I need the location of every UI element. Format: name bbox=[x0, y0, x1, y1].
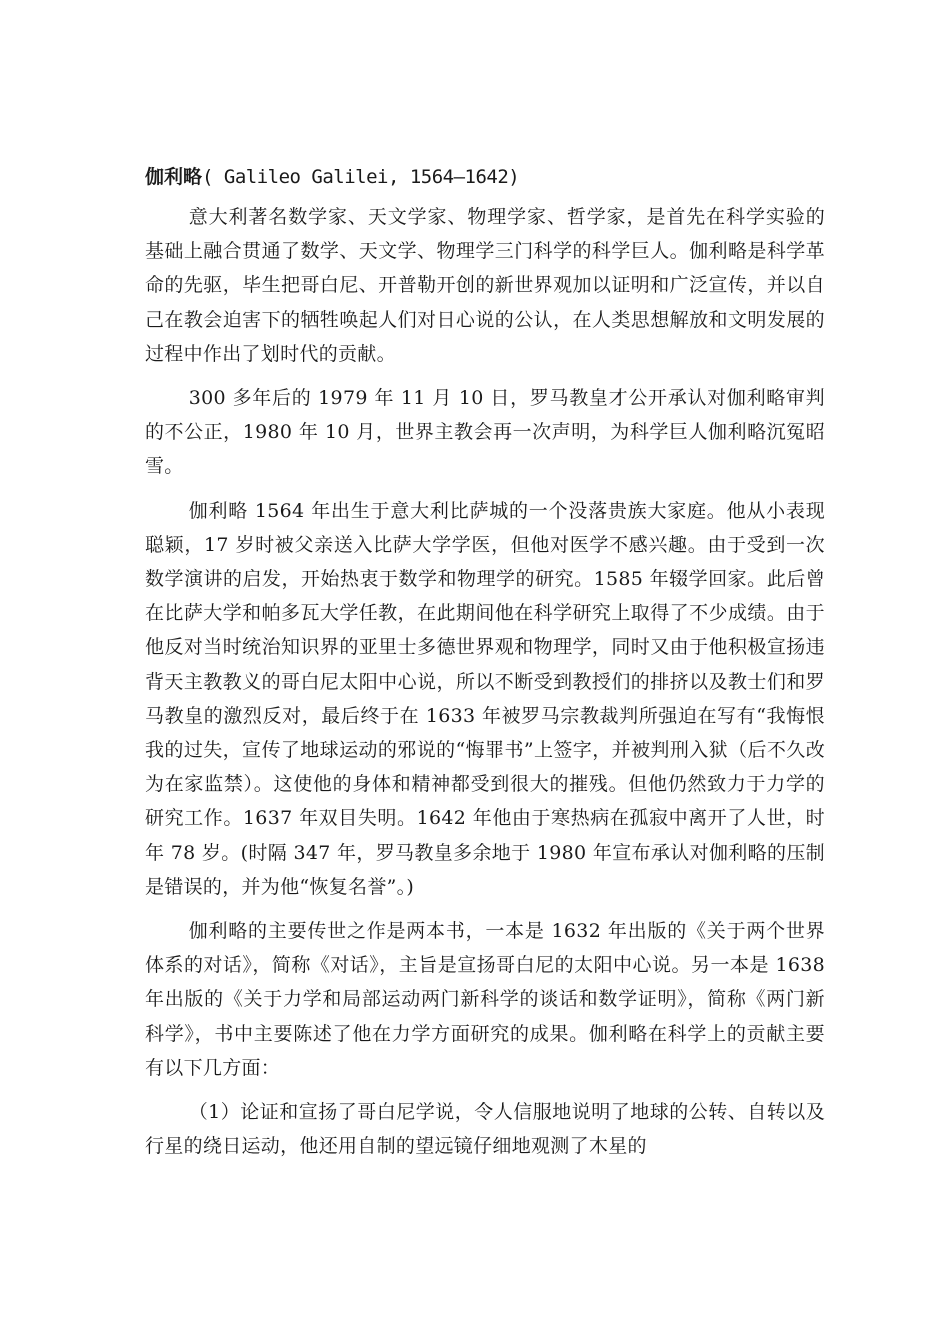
title-english: ( Galileo Galilei, 1564—1642) bbox=[202, 166, 520, 188]
document-body bbox=[145, 160, 825, 1163]
paragraph-major-works: 伽利略的主要传世之作是两本书，一本是 1632 年出版的《关于两个世界体系的对话》，简称《对话》，主旨是宣扬哥白尼的太阳中心说。另一本是 1638 年出版的《关于力学和局部运动两门新科学的谈话和数学证明》，简称《两门新科学》，书中主要陈述了他在力学方面研究的成果。伽利略在科学上的贡献主要有以下几方面： bbox=[145, 920, 825, 1079]
paragraph-rehabilitation: 300 多年后的 1979 年 11 月 10 日，罗马教皇才公开承认对伽利略审判的不公正，1980 年 10 月，世界主教会再一次声明，为科学巨人伽利略沉冤昭雪。 bbox=[145, 387, 825, 478]
paragraph-intro: 意大利著名数学家、天文学家、物理学家、哲学家，是首先在科学实验的基础上融合贯通了数学、天文学、物理学三门科学的科学巨人。伽利略是科学革命的先驱，毕生把哥白尼、开普勒开创的新世界观加以证明和广泛宣传，并以自己在教会迫害下的牺牲唤起人们对日心说的公认，在人类思想解放和文明发展的过程中作出了划时代的贡献。 bbox=[145, 206, 825, 365]
document-title bbox=[145, 160, 825, 194]
paragraph-contribution-1: （1）论证和宣扬了哥白尼学说，令人信服地说明了地球的公转、自转以及行星的绕日运动，他还用自制的望远镜仔细地观测了木星的 bbox=[145, 1101, 825, 1158]
paragraph-biography: 伽利略 1564 年出生于意大利比萨城的一个没落贵族大家庭。他从小表现聪颖，17 岁时被父亲送入比萨大学学医，但他对医学不感兴趣。由于受到一次数学演讲的启发，开始热衷于数学和物理学的研究。1585 年辍学回家。此后曾在比萨大学和帕多瓦大学任教，在此期间他在科学研究上取得了不少成绩。由于他反对当时统治知识界的亚里士多德世界观和物理学，同时又由于他积极宣扬违背天主教教义的哥白尼太阳中心说，所以不断受到教授们的排挤以及教士们和罗马教皇的激烈反对，最后终于在 1633 年被罗马宗教裁判所强迫在写有“我悔恨我的过失，宣传了地球运动的邪说的“悔罪书”上签字，并被判刑入狱（后不久改为在家监禁）。这使他的身体和精神都受到很大的摧残。但他仍然致力于力学的研究工作。1637 年双目失明。1642 年他由于寒热病在孤寂中离开了人世，时年 78 岁。(时隔 347 年，罗马教皇多余地于 1980 年宣布承认对伽利略的压制是错误的，并为他“恢复名誉”。) bbox=[145, 499, 825, 898]
title-chinese: 伽利略 bbox=[145, 166, 203, 188]
